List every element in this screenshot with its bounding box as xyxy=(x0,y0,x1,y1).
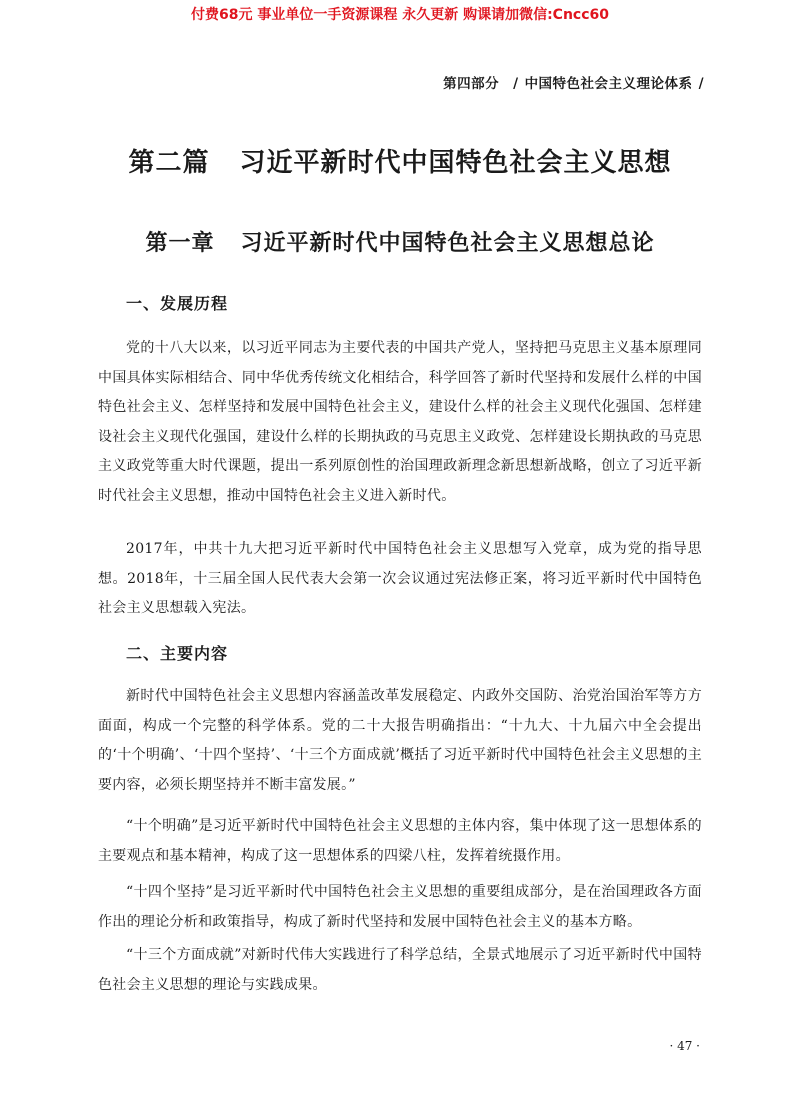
section-heading-history: 一、发展历程 xyxy=(126,294,229,313)
running-head xyxy=(443,72,704,92)
body-paragraph: 2017年，中共十九大把习近平新时代中国特色社会主义思想写入党章，成为党的指导思想。2018年，十三届全国人民代表大会第一次会议通过宪法修正案，将习近平新时代中国特色社会主义思想载入宪法。 xyxy=(98,541,702,616)
running-head-section: 中国特色社会主义理论体系 xyxy=(524,76,693,92)
body-paragraph: “十四个坚持”是习近平新时代中国特色社会主义思想的重要组成部分，是在治国理政各方面作出的理论分析和政策指导，构成了新时代坚持和发展中国特色社会主义的基本方略。 xyxy=(98,884,702,930)
running-head-end: / xyxy=(698,76,704,92)
chapter-title-label: 第一章 xyxy=(145,230,215,256)
part-title xyxy=(0,142,800,179)
chapter-title-text: 习近平新时代中国特色社会主义思想总论 xyxy=(240,230,655,256)
body-paragraph: 党的十八大以来，以习近平同志为主要代表的中国共产党人，坚持把马克思主义基本原理同中国具体实际相结合、同中华优秀传统文化相结合，科学回答了新时代坚持和发展什么样的中国特色社会主义、怎样坚持和发展中国特色社会主义，建设什么样的社会主义现代化强国、怎样建设社会主义现代化强国，建设什么样的长期执政的马克思主义政党、怎样建设长期执政的马克思主义政党等重大时代课题，提出一系列原创性的治国理政新理念新思想新战略，创立了习近平新时代社会主义思想，推动中国特色社会主义进入新时代。 xyxy=(98,340,702,504)
body-paragraph: “十三个方面成就”对新时代伟大实践进行了科学总结，全景式地展示了习近平新时代中国特色社会主义思想的理论与实践成果。 xyxy=(98,947,702,993)
body-paragraph: “十个明确”是习近平新时代中国特色社会主义思想的主体内容，集中体现了这一思想体系的主要观点和基本精神，构成了这一思想体系的四梁八柱，发挥着统摄作用。 xyxy=(98,818,702,864)
section-heading-content: 二、主要内容 xyxy=(126,644,229,663)
page-number: · 47 · xyxy=(669,1039,700,1053)
watermark-banner: 付费68元 事业单位一手资源课程 永久更新 购课请加微信:Cncc60 xyxy=(190,7,610,23)
part-title-text: 习近平新时代中国特色社会主义思想 xyxy=(239,148,672,178)
body-paragraph: 新时代中国特色社会主义思想内容涵盖改革发展稳定、内政外交国防、治党治国治军等方方面面，构成一个完整的科学体系。党的二十大报告明确指出：“十九大、十九届六中全会提出的‘十个明确’、‘十四个坚持’、‘十三个方面成就’概括了习近平新时代中国特色社会主义思想的主要内容，必须长期坚持并不断丰富发展。” xyxy=(98,688,702,793)
running-head-part: 第四部分 xyxy=(443,76,500,92)
chapter-title xyxy=(0,226,800,257)
running-head-separator: / xyxy=(513,76,519,92)
part-title-label: 第二篇 xyxy=(128,148,210,178)
